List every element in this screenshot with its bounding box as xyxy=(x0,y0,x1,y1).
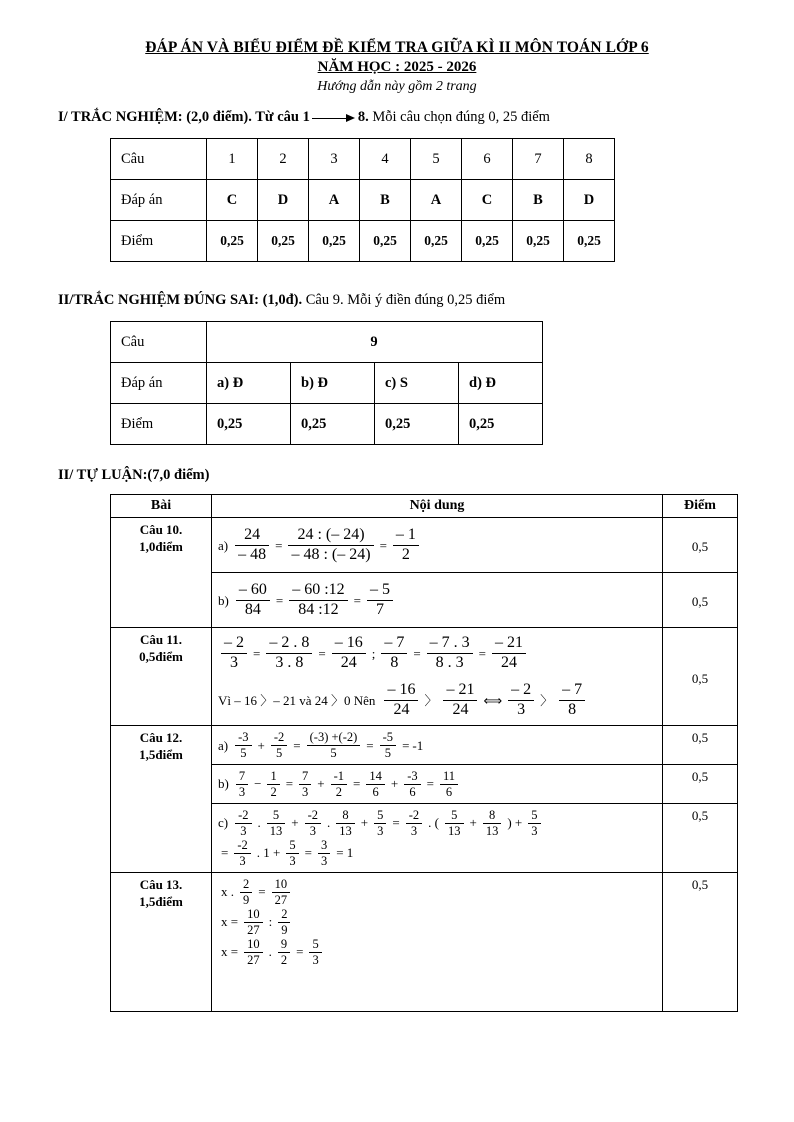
cell-bai-cau13 xyxy=(111,873,212,1012)
fraction-9: $\frac{5}{3}$ xyxy=(528,808,540,838)
fraction-5: $\frac{10}{27}$ xyxy=(244,937,263,967)
cell-content-cau12a: a) $\frac{-3}{5}$ + $\frac{-2}{5}$ = $\frac{(-3) +(-2)}{5}$ = $\frac{-5}{5}$ = -1 xyxy=(212,726,663,765)
fraction-c: $\frac{- 16}{24}$ xyxy=(332,634,366,672)
cell-a4: B xyxy=(360,180,411,221)
cell-bai-cau10 xyxy=(111,518,212,628)
table-row xyxy=(111,139,615,180)
part3-heading: II/ TỰ LUẬN:(7,0 điểm) xyxy=(58,467,210,484)
item-label-a: a) xyxy=(218,737,229,753)
school-year: NĂM HỌC : 2025 - 2026 xyxy=(317,59,477,76)
equals-sign: = xyxy=(353,592,361,608)
fraction-3: $\frac{-2}{3}$ xyxy=(305,808,321,838)
table-row xyxy=(111,873,738,1012)
fraction-3: $\frac{10}{27}$ xyxy=(244,907,263,937)
cell-a3: A xyxy=(309,180,360,221)
row-label-diem: Điểm xyxy=(111,221,207,262)
cell-q5: 5 xyxy=(411,139,462,180)
cell-ds-d: d) Đ xyxy=(459,363,543,404)
equals-sign: = xyxy=(413,645,421,661)
fraction-2: $\frac{-2}{5}$ xyxy=(271,730,287,760)
equals-sign: = xyxy=(253,645,261,661)
fraction-2: $\frac{- 60 :12}{84 :12}$ xyxy=(289,581,347,619)
bai-label-line1: Câu 10. xyxy=(139,522,183,538)
equals-sign: = xyxy=(275,592,284,608)
fraction-7: $\frac{11}{6}$ xyxy=(440,769,458,799)
fraction-j: $\frac{- 7}{8}$ xyxy=(559,681,585,719)
bai-label-line2: 1,5điểm xyxy=(139,894,183,910)
cell-s6: 0,25 xyxy=(462,221,513,262)
cell-diem-cau13: 0,5 xyxy=(663,873,738,1012)
fraction-5: $\frac{5}{3}$ xyxy=(374,808,386,838)
cell-bai-cau11 xyxy=(111,628,212,726)
fraction-2: $\frac{1}{2}$ xyxy=(267,769,279,799)
cell-s8: 0,25 xyxy=(564,221,615,262)
fraction-4: $\frac{-1}{2}$ xyxy=(331,769,347,799)
fraction-h: $\frac{- 21}{24}$ xyxy=(443,681,477,719)
table-row xyxy=(111,221,615,262)
cell-s2: 0,25 xyxy=(258,221,309,262)
fraction-e: $\frac{- 7 . 3}{8 . 3}$ xyxy=(427,634,473,672)
cell-s5: 0,25 xyxy=(411,221,462,262)
fraction-4: $\frac{2}{9}$ xyxy=(278,907,290,937)
fraction-3: $\frac{(-3) +(-2)}{5}$ xyxy=(307,730,361,760)
item-label-a: a) xyxy=(218,537,229,553)
result-value: -1 xyxy=(412,737,424,753)
cell-diem-cau12a: 0,5 xyxy=(663,726,738,765)
cell-s4: 0,25 xyxy=(360,221,411,262)
cell-q6: 6 xyxy=(462,139,513,180)
part2-heading-normal: Câu 9. Mỗi ý điền đúng 0,25 điểm xyxy=(302,292,506,309)
cell-ds-c: c) S xyxy=(375,363,459,404)
document-header xyxy=(58,38,736,95)
fraction-5: $\frac{14}{6}$ xyxy=(366,769,385,799)
cell-ds-a: a) Đ xyxy=(207,363,291,404)
part2-heading xyxy=(58,292,736,309)
bai-label-line1: Câu 12. xyxy=(139,730,183,746)
fraction-1: $\frac{-3}{5}$ xyxy=(235,730,251,760)
greater-than-sign: 〉 xyxy=(424,692,438,708)
bai-label-line1: Câu 13. xyxy=(139,877,183,893)
fraction-10: $\frac{-2}{3}$ xyxy=(234,838,250,868)
table-row xyxy=(111,363,543,404)
fraction-f: $\frac{- 21}{24}$ xyxy=(492,634,526,672)
cell-q4: 4 xyxy=(360,139,411,180)
table-row xyxy=(111,726,738,765)
cell-content-cau10a xyxy=(212,518,663,573)
col-header-noidung: Nội dung xyxy=(212,495,663,518)
fraction-4: $\frac{-5}{5}$ xyxy=(380,730,396,760)
row-label-cau: Câu xyxy=(111,139,207,180)
bai-label-line2: 1,5điểm xyxy=(139,747,183,763)
table-row xyxy=(111,628,738,726)
cell-a2: D xyxy=(258,180,309,221)
cell-ds-b: b) Đ xyxy=(291,363,375,404)
equals-sign: = xyxy=(318,645,326,661)
fraction-7: $\frac{5}{13}$ xyxy=(445,808,464,838)
part2-table xyxy=(110,321,543,445)
row-label-diem-2: Điểm xyxy=(111,404,207,445)
cell-s1: 0,25 xyxy=(207,221,258,262)
bai-label-line2: 1,0điểm xyxy=(139,539,183,555)
fraction-12: $\frac{3}{3}$ xyxy=(318,838,330,868)
fraction-1: $\frac{2}{9}$ xyxy=(240,877,252,907)
fraction-3: $\frac{- 1}{2}$ xyxy=(393,526,419,564)
part1-heading xyxy=(58,109,736,126)
cell-diem-cau12b: 0,5 xyxy=(663,765,738,804)
cell-a6: C xyxy=(462,180,513,221)
fraction-1: $\frac{- 60}{84}$ xyxy=(236,581,270,619)
fraction-2: $\frac{10}{27}$ xyxy=(272,877,291,907)
cell-ds-s-a: 0,25 xyxy=(207,404,291,445)
equals-sign: = xyxy=(478,645,486,661)
table-row xyxy=(111,518,738,573)
part1-heading-bold: I/ TRẮC NGHIỆM: (2,0 điểm). Từ câu 1 xyxy=(58,109,310,126)
table-row xyxy=(111,322,543,363)
fraction-g: $\frac{- 16}{24}$ xyxy=(384,681,418,719)
fraction-2: $\frac{24 : (- 24)}{- 48 : (- 24)}$ xyxy=(288,526,373,564)
item-label-b: b) xyxy=(218,592,229,608)
cell-diem-cau10a: 0,5 xyxy=(663,518,738,573)
cell-q1: 1 xyxy=(207,139,258,180)
bai-label-line2: 0,5điểm xyxy=(139,649,183,665)
cell-diem-cau11: 0,5 xyxy=(663,628,738,726)
fraction-4: $\frac{8}{13}$ xyxy=(336,808,355,838)
cell-bai-cau12 xyxy=(111,726,212,873)
table-row xyxy=(111,180,615,221)
fraction-3: $\frac{7}{3}$ xyxy=(299,769,311,799)
equals-sign: = xyxy=(379,537,387,553)
fraction-6: $\frac{9}{2}$ xyxy=(278,937,290,967)
table-header-row xyxy=(111,495,738,518)
item-label-c: c) xyxy=(218,815,229,831)
col-header-bai: Bài xyxy=(111,495,212,518)
fraction-3: $\frac{- 5}{7}$ xyxy=(367,581,393,619)
cell-content-cau12c: c) $\frac{-2}{3}$ . $\frac{5}{13}$ + $\frac{-2}{3}$ . $\frac{8}{13}$ + $\frac{5}{3}$ = $\frac{-2}{3}$ . ( $\frac{5}{13}$ + $\frac{8}{13}$ ) + $\frac{5}{3}$ = $\frac{-2}{3}$ . 1 + $\frac{5}{3}$ = $\frac{3}{3}$ = 1 xyxy=(212,804,663,873)
fraction-b: $\frac{- 2 . 8}{3 . 8}$ xyxy=(266,634,312,672)
cell-diem-cau10b: 0,5 xyxy=(663,573,738,628)
fraction-i: $\frac{- 2}{3}$ xyxy=(508,681,534,719)
part1-heading-bold-after: 8. xyxy=(357,109,369,126)
cell-ds-s-d: 0,25 xyxy=(459,404,543,445)
cell-content-cau12b: b) $\frac{7}{3}$ − $\frac{1}{2}$ = $\frac{7}{3}$ + $\frac{-1}{2}$ = $\frac{14}{6}$ + $\frac{-3}{6}$ = $\frac{11}{6}$ xyxy=(212,765,663,804)
cell-s7: 0,25 xyxy=(513,221,564,262)
fraction-7: $\frac{5}{3}$ xyxy=(309,937,321,967)
equals-sign: = xyxy=(275,537,283,553)
item-label-b: b) xyxy=(218,776,229,792)
cell-ds-s-c: 0,25 xyxy=(375,404,459,445)
arrow-icon xyxy=(312,113,356,123)
cell-q3: 3 xyxy=(309,139,360,180)
reason-text: Vì – 16 〉– 21 và 24 〉0 Nên xyxy=(218,692,376,708)
cell-s3: 0,25 xyxy=(309,221,360,262)
bai-label-line1: Câu 11. xyxy=(140,632,182,648)
cell-question-9: 9 xyxy=(207,322,543,363)
cell-content-cau13: x . $\frac{2}{9}$ = $\frac{10}{27}$ x = $\frac{10}{27}$ : $\frac{2}{9}$ x = $\frac{10}{27}$ . $\frac{9}{2}$ = $\frac{5}{3}$ xyxy=(212,873,663,1012)
part3-table xyxy=(110,494,738,1012)
page-title: ĐÁP ÁN VÀ BIỂU ĐIỂM ĐỀ KIỂM TRA GIỮA KÌ II MÔN TOÁN LỚP 6 xyxy=(145,39,649,56)
fraction-1: $\frac{-2}{3}$ xyxy=(235,808,251,838)
fraction-11: $\frac{5}{3}$ xyxy=(286,838,298,868)
table-row xyxy=(111,404,543,445)
fraction-d: $\frac{- 7}{8}$ xyxy=(381,634,407,672)
fraction-a: $\frac{- 2}{3}$ xyxy=(221,634,247,672)
cell-diem-cau12c: 0,5 xyxy=(663,804,738,873)
row-label-dapan: Đáp án xyxy=(111,180,207,221)
fraction-2: $\frac{5}{13}$ xyxy=(267,808,286,838)
cell-a8: D xyxy=(564,180,615,221)
part2-heading-bold: II/TRẮC NGHIỆM ĐÚNG SAI: (1,0đ). xyxy=(58,292,303,309)
cell-q7: 7 xyxy=(513,139,564,180)
fraction-1: $\frac{24}{- 48}$ xyxy=(235,526,269,564)
row-label-dapan-2: Đáp án xyxy=(111,363,207,404)
cell-a5: A xyxy=(411,180,462,221)
col-header-diem: Điểm xyxy=(663,495,738,518)
cell-a1: C xyxy=(207,180,258,221)
cell-q2: 2 xyxy=(258,139,309,180)
cell-a7: B xyxy=(513,180,564,221)
part1-table xyxy=(110,138,615,262)
fraction-1: $\frac{7}{3}$ xyxy=(236,769,248,799)
separator-semicolon: ; xyxy=(371,645,376,661)
fraction-6: $\frac{-2}{3}$ xyxy=(406,808,422,838)
cell-q8: 8 xyxy=(564,139,615,180)
part1-heading-normal: Mỗi câu chọn đúng 0, 25 điểm xyxy=(368,109,550,126)
page-count-note: Hướng dẫn này gồm 2 trang xyxy=(317,79,477,95)
row-label-cau-2: Câu xyxy=(111,322,207,363)
cell-content-cau10b xyxy=(212,573,663,628)
cell-content-cau11 xyxy=(212,628,663,726)
iff-sign: ⟺ xyxy=(483,692,503,708)
fraction-6: $\frac{-3}{6}$ xyxy=(404,769,420,799)
fraction-8: $\frac{8}{13}$ xyxy=(483,808,502,838)
greater-than-sign-2: 〉 xyxy=(540,692,554,708)
cell-ds-s-b: 0,25 xyxy=(291,404,375,445)
